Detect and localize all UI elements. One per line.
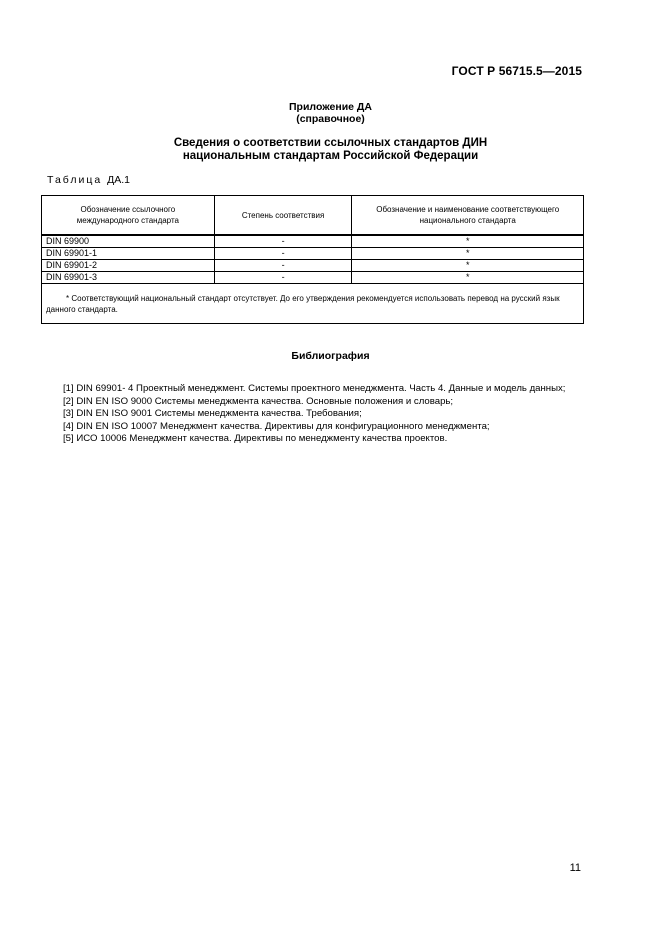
header-line: Степень соответствия (241, 210, 325, 220)
cell-degree: - (214, 235, 352, 248)
cell-standard: DIN 69901-1 (42, 248, 215, 260)
table-label-word: Таблица (47, 174, 103, 186)
annex-heading-line1: Сведения о соответствии ссылочных стандартов ДИН (173, 137, 488, 149)
bibliography-item: [1] DIN 69901- 4 Проектный менеджмент. Системы проектного менеджмента. Часть 4. Данные и модель данных; (63, 383, 566, 394)
header-line: международного стандарта (76, 216, 179, 225)
table-row (42, 235, 584, 248)
bibliography-item: [5] ИСО 10006 Менеджмент качества. Директивы по менеджменту качества проектов. (63, 433, 448, 444)
annex-heading-line2: национальным стандартам Российской Федерации (182, 150, 479, 162)
header-degree (214, 196, 352, 236)
cell-national: * (352, 235, 584, 248)
bibliography-list (47, 383, 585, 446)
bibliography-item: [2] DIN EN ISO 9000 Системы менеджмента качества. Основные положения и словарь; (63, 395, 454, 407)
document-code: ГОСТ Р 56715.5—2015 (451, 64, 582, 78)
cell-national: * (352, 260, 584, 272)
cell-degree: - (214, 248, 352, 260)
bibliography-item: [4] DIN EN ISO 10007 Менеджмент качества. Директивы для конфигурационного менеджмента; (63, 420, 490, 432)
cell-national: * (352, 248, 584, 260)
reference-standards-table (41, 195, 584, 324)
header-national-standard (352, 196, 584, 236)
table-header-row (42, 196, 584, 236)
annex-heading (0, 137, 661, 163)
cell-standard: DIN 69900 (42, 235, 215, 248)
cell-degree: - (214, 272, 352, 284)
cell-standard: DIN 69901-3 (42, 272, 215, 284)
bibliography-item: [3] DIN EN ISO 9001 Системы менеджмента качества. Требования; (63, 408, 362, 419)
table-row (42, 248, 584, 260)
header-line: Обозначение и наименование соответствующего (376, 205, 560, 214)
annex-subtitle: (справочное) (296, 113, 365, 125)
table-row (42, 272, 584, 284)
bibliography-title: Библиография (291, 350, 370, 362)
annex-caption (0, 101, 661, 125)
annex-title: Приложение ДА (289, 101, 372, 113)
table-label-number: ДА.1 (107, 174, 130, 186)
table-row (42, 260, 584, 272)
page-number: 11 (569, 862, 581, 874)
table-label (47, 174, 130, 186)
header-line: национального стандарта (419, 216, 516, 225)
cell-standard: DIN 69901-2 (42, 260, 215, 272)
table-footnote: * Соответствующий национальный стандарт отсутствует. До его утверждения рекомендуется использовать перевод на русский язык данного стандарта. (42, 284, 584, 324)
table-footnote-row (42, 284, 584, 324)
cell-degree: - (214, 260, 352, 272)
cell-national: * (352, 272, 584, 284)
header-line: Обозначение ссылочного (80, 205, 176, 214)
header-reference-standard (42, 196, 215, 236)
